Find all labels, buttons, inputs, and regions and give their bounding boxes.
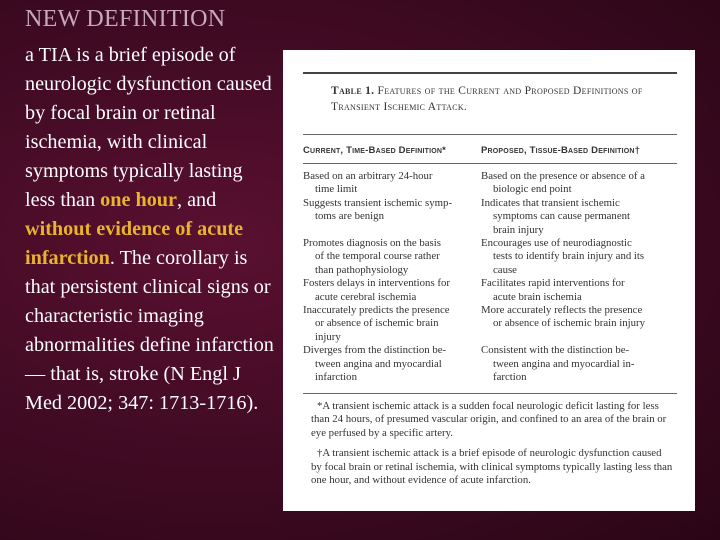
table-cell-right [481,170,677,197]
table-top-rule [303,72,677,74]
table-cell-line: More accurately reflects the presence [481,303,643,316]
table-footnotes [311,400,673,494]
table-cell-right [481,344,677,384]
footnote-current-definition: *A transient ischemic attack is a sudden focal neurologic deficit lasting for less than 24 hours, of presumed vascular origin, and confined to an area of the brain or eye perfused by a specific artery. [311,400,667,439]
table-cell-line: symptoms can cause permanent [493,210,631,223]
table-cell-left [303,277,483,304]
table-cell-line: Diverges from the distinction be- [303,344,447,357]
table-cell-line: Suggests transient ischemic symp- [303,196,453,209]
table-cell-left [303,170,483,197]
definition-text-part-2: , and [176,189,217,211]
table-cell-line: than pathophysiology [315,263,409,276]
table-cell-line: farction [493,370,527,383]
table-cell-line: acute cerebral ischemia [315,290,417,303]
definition-text [25,41,275,418]
table-cell-line: Based on the presence or absence of a [481,170,645,182]
table-header-rule [303,134,677,135]
table-cell-line: tween angina and myocardial in- [493,357,635,370]
column-header-proposed: Proposed, Tissue-Based Definition† [481,145,641,156]
table-cell-line: Fosters delays in interventions for [303,277,450,290]
table-cell-right [481,304,677,344]
definition-text-part-1: a TIA is a brief episode of neurologic dysfunction caused by focal brain or retinal ischemia, with clinical symptoms typically lasting less than [25,44,272,211]
table-cell-line: Indicates that transient ischemic [481,196,620,209]
table-cell-line: toms are benign [315,210,384,223]
table-bottom-rule [303,393,677,394]
table-cell-line: tween angina and myocardial [315,357,442,370]
table-cell-right [481,277,677,304]
table-cell-line: or absence of ischemic brain [315,317,439,330]
table-cell-right [481,197,677,237]
table-subheader-rule [303,163,677,164]
table-cell-line: injury [315,330,341,343]
table-cell-line: time limit [315,183,358,196]
table-cell-line: acute brain ischemia [493,290,582,303]
table-cell-left [303,304,483,344]
table-cell-line: Facilitates rapid interventions for [481,277,625,290]
table-cell-line: cause [493,263,517,276]
table-cell-line: or absence of ischemic brain injury [493,317,645,330]
footnote-proposed-definition: †A transient ischemic attack is a brief episode of neurologic dysfunction caused by focal brain or retinal ischemia, with clinical symptoms typically lasting less than one hour, and without evidence of acute infarction. [311,447,673,487]
definition-text-part-3: . The corollary is that persistent clinical signs or characteristic imaging abnormalities define infarction — that is, stroke (N Engl J Med 2002; 347: 1713-1716). [25,247,274,414]
table-title-label: Table 1. [331,85,375,97]
column-header-current: Current, Time-Based Definition* [303,145,447,156]
table-cell-line: Promotes diagnosis on the basis [303,236,441,249]
column-current [303,170,483,384]
table-cell-right [481,237,677,277]
table-cell-line: Based on an arbitrary 24-hour [303,170,433,182]
slide-title: NEW DEFINITION [25,6,226,32]
table-title [331,83,671,115]
definition-table-image [283,50,695,511]
column-proposed [481,170,677,384]
table-cell-line: biologic end point [493,183,572,196]
table-cell-line: brain injury [493,223,544,236]
table-cell-left [303,197,483,237]
table-title-text: Features of the Current and Proposed Definitions of Transient Ischemic Attack. [331,85,643,113]
table-cell-line: infarction [315,370,357,383]
table-cell-left [303,237,483,277]
highlight-without-evidence: without evidence of acute infarction [25,218,244,269]
table-cell-line: Consistent with the distinction be- [481,344,630,357]
table-cell-line: tests to identify brain injury and its [493,250,645,263]
table-cell-line: Encourages use of neurodiagnostic [481,236,632,249]
table-cell-left [303,344,483,384]
highlight-one-hour: one hour [100,189,177,211]
table-cell-line: of the temporal course rather [315,250,440,263]
table-cell-line: Inaccurately predicts the presence [303,303,450,316]
